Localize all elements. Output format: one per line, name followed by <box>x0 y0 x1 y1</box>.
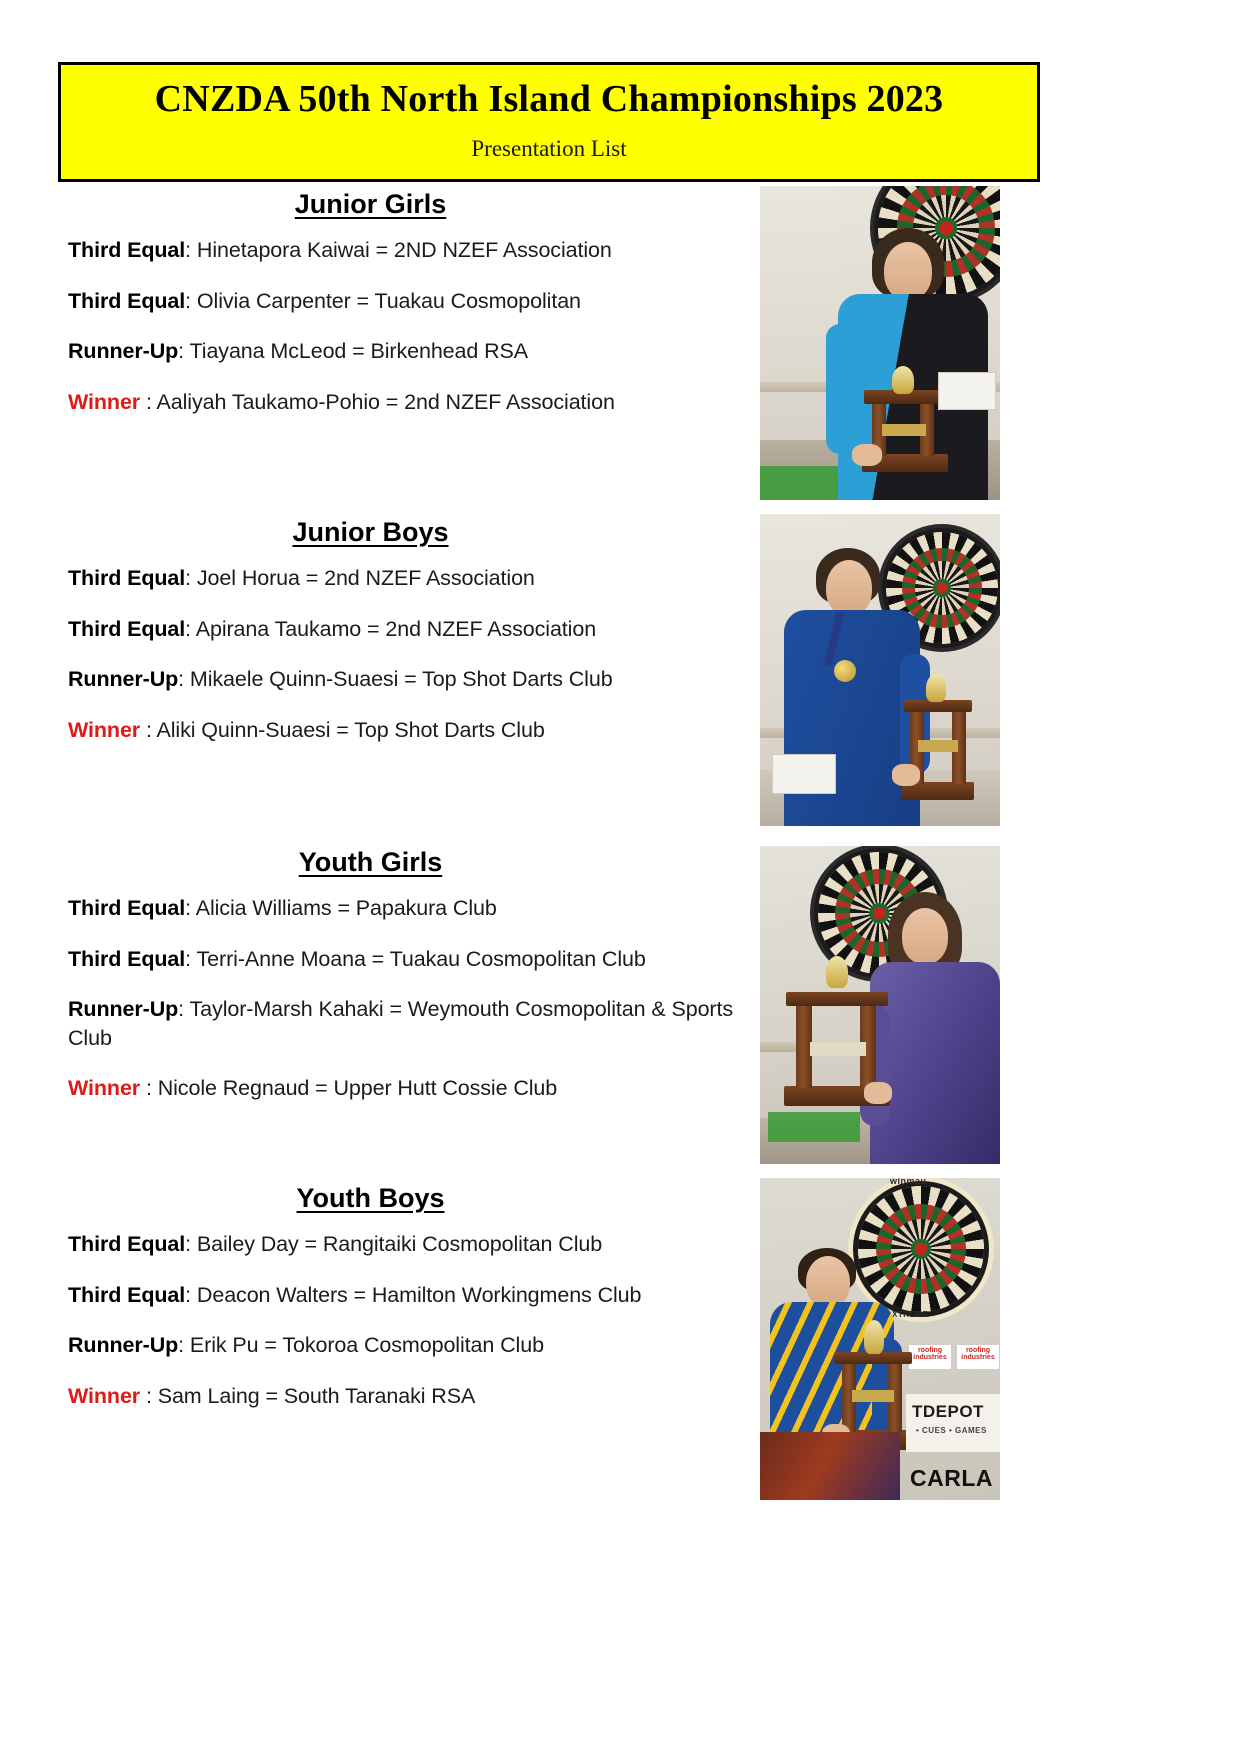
result-text: Aaliyah Taukamo-Pohio = 2nd NZEF Association <box>156 389 615 414</box>
result-entry <box>68 1331 758 1359</box>
result-entry <box>68 894 758 922</box>
cues-games-sign-text: • CUES • GAMES <box>916 1426 987 1435</box>
result-label: Third Equal <box>68 288 186 313</box>
roofing-industries-sign-left: roofing industries <box>908 1344 952 1370</box>
result-entry <box>68 287 758 315</box>
result-entry-winner <box>68 388 758 416</box>
result-label: Third Equal <box>68 1282 186 1307</box>
result-label: Third Equal <box>68 946 186 971</box>
result-separator: : <box>185 896 196 921</box>
result-label: Third Equal <box>68 616 186 641</box>
result-text: Taylor-Marsh Kahaki = Weymouth Cosmopolitan & Sports Club <box>68 997 734 1050</box>
page-subtitle: Presentation List <box>471 135 627 161</box>
tdepot-sign-text: TDEPOT <box>912 1402 984 1421</box>
body-area <box>0 182 1240 1682</box>
section-title: Junior Girls <box>294 189 447 219</box>
xtreme-logo-text: XTREME <box>892 1310 929 1319</box>
result-entry <box>68 945 758 973</box>
result-label: Third Equal <box>68 896 186 921</box>
section-youth-girls <box>68 846 758 1102</box>
result-entry <box>68 1230 758 1258</box>
result-text: Joel Horua = 2nd NZEF Association <box>196 566 535 591</box>
result-separator: : <box>185 946 197 971</box>
result-text: Deacon Walters = Hamilton Workingmens Club <box>196 1282 642 1307</box>
result-label: Runner-Up <box>68 997 179 1022</box>
result-separator: : <box>178 667 190 692</box>
result-separator: : <box>185 566 197 591</box>
result-entry-winner <box>68 1382 758 1410</box>
result-label-winner: Winner <box>68 1075 141 1100</box>
carla-overlay-text: CARLA <box>910 1465 993 1491</box>
result-text: Mikaele Quinn-Suaesi = Top Shot Darts Club <box>189 667 613 692</box>
result-text: Tiayana McLeod = Birkenhead RSA <box>189 339 529 364</box>
result-entry <box>68 337 758 365</box>
result-label: Third Equal <box>68 238 186 263</box>
result-separator: : <box>185 288 197 313</box>
result-entry <box>68 995 758 1052</box>
result-separator: : <box>140 389 157 414</box>
result-entry <box>68 1281 758 1309</box>
result-entry <box>68 665 758 693</box>
result-separator: : <box>178 1333 190 1358</box>
section-junior-boys <box>68 516 758 744</box>
youth-boys-winner-photo <box>760 1178 1000 1500</box>
result-text: Olivia Carpenter = Tuakau Cosmopolitan <box>196 288 581 313</box>
result-label: Runner-Up <box>68 1333 179 1358</box>
result-label: Third Equal <box>68 1232 186 1257</box>
result-entry <box>68 236 758 264</box>
result-text: Bailey Day = Rangitaiki Cosmopolitan Club <box>196 1232 603 1257</box>
result-text: Apirana Taukamo = 2nd NZEF Association <box>195 616 597 641</box>
result-label-winner: Winner <box>68 389 141 414</box>
result-entry-winner <box>68 716 758 744</box>
result-entry <box>68 564 758 592</box>
youth-girls-winner-photo <box>760 846 1000 1164</box>
result-separator: : <box>178 339 190 364</box>
roofing-industries-sign-right: roofing industries <box>956 1344 1000 1370</box>
result-separator: : <box>185 616 196 641</box>
section-youth-boys <box>68 1182 758 1410</box>
section-junior-girls <box>68 188 758 416</box>
result-separator: : <box>185 1282 197 1307</box>
result-text: Nicole Regnaud = Upper Hutt Cossie Club <box>157 1075 558 1100</box>
result-label: Third Equal <box>68 566 186 591</box>
result-text: Aliki Quinn-Suaesi = Top Shot Darts Club <box>156 717 545 742</box>
winmau-logo-text: winmau <box>890 1178 927 1186</box>
result-separator: : <box>140 1075 158 1100</box>
junior-boys-winner-photo <box>760 514 1000 826</box>
result-separator: : <box>185 238 197 263</box>
section-title: Youth Boys <box>296 1183 445 1213</box>
result-text: Hinetapora Kaiwai = 2ND NZEF Association <box>196 238 612 263</box>
result-text: Erik Pu = Tokoroa Cosmopolitan Club <box>189 1333 544 1358</box>
result-separator: : <box>140 717 157 742</box>
result-text: Terri-Anne Moana = Tuakau Cosmopolitan Club <box>196 946 646 971</box>
title-banner <box>58 62 1040 182</box>
result-label-winner: Winner <box>68 1383 141 1408</box>
result-label: Runner-Up <box>68 339 179 364</box>
section-title: Junior Boys <box>292 517 449 547</box>
section-title: Youth Girls <box>298 847 443 877</box>
result-label: Runner-Up <box>68 667 179 692</box>
page-title: CNZDA 50th North Island Championships 2023 <box>154 78 944 120</box>
result-label-winner: Winner <box>68 717 141 742</box>
result-separator: : <box>185 1232 197 1257</box>
junior-girls-winner-photo <box>760 186 1000 500</box>
result-text: Sam Laing = South Taranaki RSA <box>157 1383 476 1408</box>
result-text: Alicia Williams = Papakura Club <box>195 896 497 921</box>
result-entry <box>68 615 758 643</box>
result-entry-winner <box>68 1074 758 1102</box>
result-separator: : <box>140 1383 158 1408</box>
result-separator: : <box>178 997 190 1022</box>
